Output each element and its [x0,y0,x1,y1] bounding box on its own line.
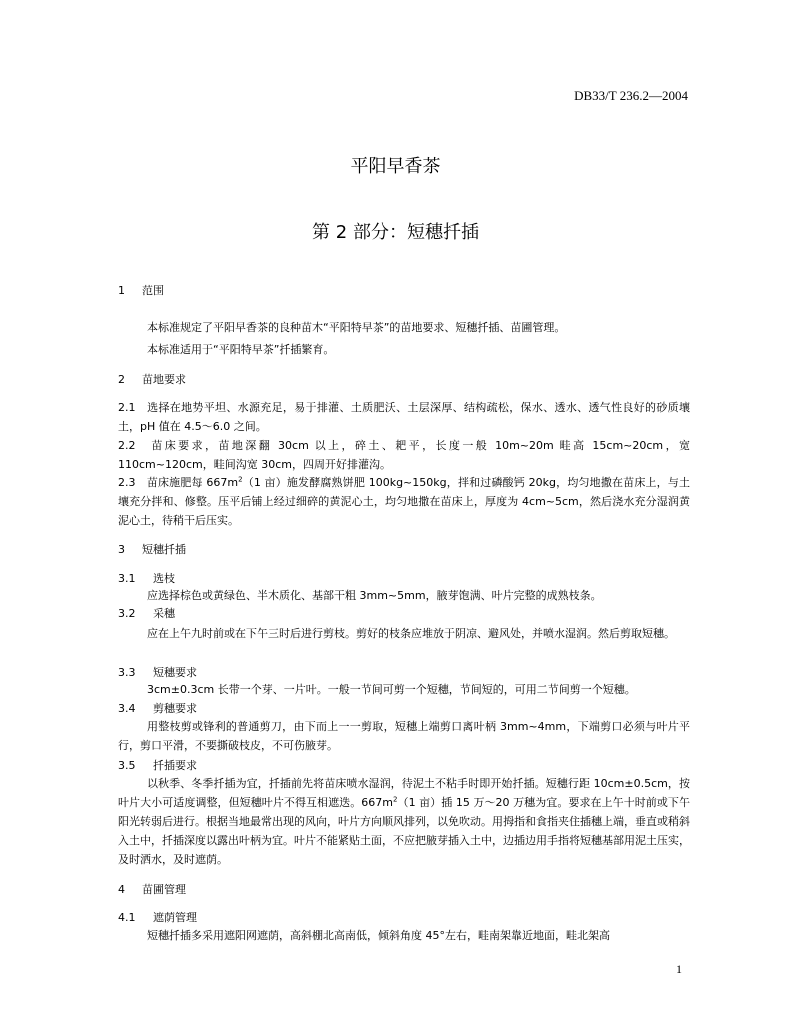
section-1-heading [118,281,690,300]
section-2-heading [118,370,690,389]
section-number: 3 [118,543,125,556]
section-number: 4 [118,883,125,896]
clause-3-3-text: 3cm±0.3cm 长带一个芽、一片叶。一般一节间可剪一个短穗，节间短的，可用二节间剪一个短穗。 [147,683,636,696]
clause-2-3-text-a: 2.3 苗床施肥每 667m [118,476,239,489]
section-title: 短穗扦插 [142,543,186,556]
clause-2-1: 2.1 选择在地势平坦、水源充足，易于排灌、土质肥沃、土层深厚、结构疏松，保水、透水、透气性良好的砂质壤土，pH 值在 4.5～6.0 之间。 [118,401,690,433]
clause-title: 选枝 [153,572,175,585]
clause-4-1-heading [118,908,690,927]
clause-number: 3.2 [118,607,136,620]
clause-3-5-heading [118,756,690,775]
clause-number: 3.1 [118,572,136,585]
clause-3-2-text: 应在上午九时前或在下午三时后进行剪枝。剪好的枝条应堆放于阴凉、避风处，并喷水湿润。然后剪取短穗。 [147,627,675,640]
clause-3-4-heading [118,699,690,718]
section-4-heading [118,880,690,899]
section-3-heading [118,540,690,559]
clause-3-2-heading [118,604,690,623]
clause-3-5-text-b: （1 亩）插 15 万～20 万穗为宜。要求在上午十时前或下午阳光转弱后进行。根据当地最常出现的风向，叶片方向顺风排列，以免吹动。用拇指和食指夹住插穗上端，垂直或稍斜入土中，扦插深度以露出叶柄为宜。叶片不能紧贴土面，不应把腋芽插入土中，边插边用手指将短穗基部用泥土压实，及时洒水，及时遮荫。 [118,796,690,866]
section-number: 1 [118,284,125,297]
clause-title: 短穗要求 [153,666,197,679]
clause-3-4-text: 用整枝剪或锋利的普通剪刀，由下而上一一剪取，短穗上端剪口离叶柄 3mm~4mm，下端剪口必须与叶片平行，剪口平滑，不要撕破枝皮，不可伤腋芽。 [118,720,690,752]
clause-number: 4.1 [118,911,136,924]
clause-title: 剪穗要求 [153,702,197,715]
document-title: 平阳早香茶 [350,156,441,177]
page-number: 1 [676,962,682,976]
clause-number: 3.5 [118,759,136,772]
clause-2-2: 2.2 苗床要求，苗地深翻 30cm 以上，碎土、耙平，长度一般 10m~20m 畦高 15cm~20cm，宽 110cm~120cm，畦间沟宽 30cm，四周开好排灌沟。 [118,439,690,471]
section-1-paragraph-1: 本标准规定了平阳早香茶的良种苗木“平阳特早茶”的苗地要求、短穗扦插、苗圃管理。 [147,321,566,334]
section-title: 范围 [142,284,164,297]
section-1-paragraph-2: 本标准适用于“平阳特早茶”扦插繁育。 [147,343,335,356]
clause-3-1-text: 应选择棕色或黄绿色、半木质化、基部干粗 3mm~5mm，腋芽饱满、叶片完整的成熟枝条。 [147,589,602,602]
clause-number: 3.3 [118,666,136,679]
clause-title: 遮荫管理 [153,911,197,924]
clause-title: 扦插要求 [153,759,197,772]
superscript: 2 [238,475,243,484]
section-title: 苗圃管理 [142,883,186,896]
section-title: 苗地要求 [142,373,186,386]
clause-2-3-text-b: （1 亩）施发酵腐熟饼肥 100kg~150kg，拌和过磷酸钙 20kg，均匀地撒在苗床上，与土壤充分拌和、修整。压平后铺上经过细碎的黄泥心土，均匀地撒在苗床上，厚度为 4cm~5cm，然后浇水充分湿润黄泥心土，待稍干后压实。 [118,476,691,527]
clause-number: 3.4 [118,702,136,715]
clause-2-3 [118,473,690,530]
clause-title: 采穗 [153,607,175,620]
clause-3-5-text-a: 以秋季、冬季扦插为宜，扦插前先将苗床喷水湿润，待泥土不粘手时即开始扦插。短穗行距 10cm±0.5cm，按叶片大小可适度调整，但短穗叶片不得互相遮迭。667m [118,777,690,809]
document-subtitle: 第 2 部分：短穗扦插 [312,222,479,243]
clause-4-1-text: 短穗扦插多采用遮阳网遮荫，高斜棚北高南低，倾斜角度 45°左右，畦南架靠近地面，畦北架高 [147,929,610,942]
clause-3-5-text [118,774,690,869]
superscript: 2 [393,795,398,804]
section-number: 2 [118,373,125,386]
standard-code: DB33/T 236.2—2004 [574,88,688,103]
